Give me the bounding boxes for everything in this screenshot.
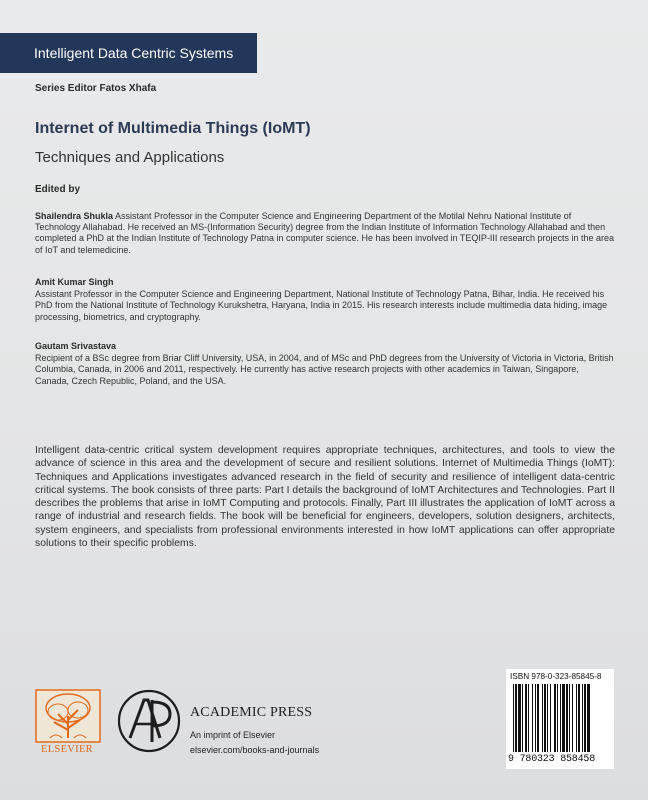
editor-bio: Assistant Professor in the Computer Science and Engineering Department of the Motilal Nehru National Institute of Technology Allahabad. He received an MS-(Information Security) degree from the Indian Institute of Information Technology Allahabad and then completed a PhD at the Indian Institute of Technology Patna in computer science. He has been involved in TEQIP-III research projects in the area of IoT and telemedicine. <box>35 211 614 255</box>
editor-name: Amit Kumar Singh <box>35 277 114 287</box>
editor-entry <box>35 341 615 387</box>
book-description: Intelligent data-centric critical system development requires appropriate techniques, architectures, and tools to view the advance of science in this area and the development of secure and resilient solutions. Internet of Multimedia Things (IoMT): Techniques and Applications investigates advanced research in the field of security and resilience of intelligent data-centric critical systems. The book consists of three parts: Part I details the background of IoMT Architectures and Technologies. Part II describes the problems that arise in IoMT Computing and protocols. Finally, Part III illustrates the application of IoMT across a range of industrial and research fields. The book will be beneficial for engineers, developers, solution designers, architects, system engineers, and specialists from professional environments interested in how IoMT applications can offer appropriate solutions to their specific problems. <box>35 445 615 550</box>
edited-by-label: Edited by <box>35 184 81 195</box>
editor-entry <box>35 277 615 323</box>
isbn-digits: 9 780323 858458 <box>508 754 596 765</box>
publisher-url: elsevier.com/books-and-journals <box>190 745 320 755</box>
barcode-icon <box>512 684 612 756</box>
editor-entry <box>35 211 615 256</box>
series-name: Intelligent Data Centric Systems <box>34 45 234 61</box>
editor-name: Shailendra Shukla <box>35 211 114 221</box>
series-banner <box>0 33 257 73</box>
isbn-label: ISBN 978-0-323-85845-8 <box>510 672 602 681</box>
publisher-name: ACADEMIC PRESS <box>190 705 313 720</box>
publisher-imprint: An imprint of Elsevier <box>190 730 276 740</box>
elsevier-wordmark: ELSEVIER <box>41 744 93 755</box>
book-subtitle: Techniques and Applications <box>35 149 225 166</box>
academic-press-logo-icon <box>116 688 182 754</box>
editor-name: Gautam Srivastava <box>35 341 117 351</box>
book-title: Internet of Multimedia Things (IoMT) <box>35 120 311 137</box>
editor-bio: Assistant Professor in the Computer Science and Engineering Department, National Institute of Technology Patna, Bihar, India. He received his PhD from the National Institute of Technology Kurukshetra, Haryana, India in 2015. His research interests include multimedia data hiding, image processing, biometrics, and cryptography. <box>35 289 608 322</box>
editor-bio: Recipient of a BSc degree from Briar Cliff University, USA, in 2004, and of MSc and PhD degrees from the University of Victoria in Victoria, British Columbia, Canada, in 2006 and 2011, respectively. He currently has active research projects with other academics in Taiwan, Singapore, Canada, Czech Republic, Poland, and the USA. <box>35 353 614 386</box>
series-editor: Series Editor Fatos Xhafa <box>35 83 157 94</box>
